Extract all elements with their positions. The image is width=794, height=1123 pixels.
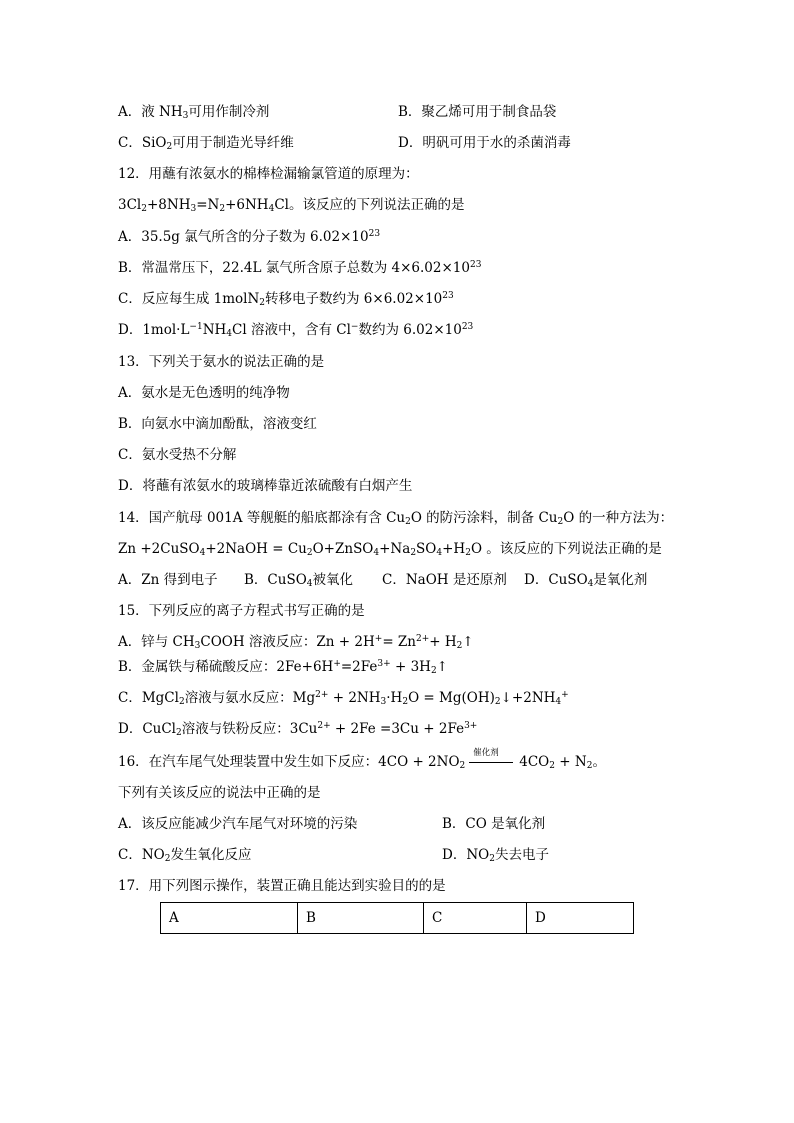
q15-option-c: C．MgCl$_2$溶液与氨水反应：$Mg^{2+} + 2NH_3\cdot H_2O$ = $Mg(OH)_2↓+2NH_4^+$ — [118, 690, 569, 707]
q15-stem: 15．下列反应的离子方程式书写正确的是 — [118, 603, 365, 619]
q11-option-a: A．液 $NH_3$可用作制冷剂 — [118, 104, 270, 121]
q13-option-d: D．将蘸有浓氨水的玻璃棒靠近浓硫酸有白烟产生 — [118, 478, 413, 494]
q12-option-b: B．常温常压下，22.4L 氯气所含原子总数为 $4\times 6.02\times 10^{23}$ — [118, 260, 482, 276]
q14-option-b: B．CuSO$_4$被氧化 — [244, 572, 353, 589]
catalyst-arrow — [469, 748, 515, 771]
catalyst-label: 催化剂 — [473, 748, 499, 758]
q16-stem-2: 下列有关该反应的说法中正确的是 — [118, 785, 321, 801]
q13-stem: 13．下列关于氨水的说法正确的是 — [118, 354, 325, 370]
table-header-d: D — [527, 903, 634, 934]
q13-option-b: B．向氨水中滴加酚酞，溶液变红 — [118, 416, 317, 432]
q14-stem: 14．国产航母 001A 等舰艇的船底都涂有含 $Cu_2O$ 的防污涂料，制备 $Cu_2O$ 的一种方法为： — [118, 510, 674, 527]
q16-option-b: B．CO 是氧化剂 — [442, 816, 546, 832]
q12-option-a: A．35.5g 氯气所含的分子数为 $6.02\times 10^{23}$ — [118, 229, 381, 245]
q17-stem: 17．用下列图示操作，装置正确且能达到实验目的的是 — [118, 878, 446, 894]
table-header-c: C — [424, 903, 527, 934]
q15-option-b: B．金属铁与稀硫酸反应：$2Fe+6H^+=2Fe^{3+}$ + $3H_2↑$ — [118, 659, 448, 676]
q16-option-c: C．$NO_2$发生氧化反应 — [118, 847, 252, 864]
q12-stem: 12．用蘸有浓氨水的棉棒检漏输氯管道的原理为： — [118, 166, 419, 182]
table-header-b: B — [298, 903, 424, 934]
q16-option-a: A．该反应能减少汽车尾气对环境的污染 — [118, 816, 358, 832]
q11-option-c: C．SiO$_2$可用于制造光导纤维 — [118, 135, 294, 152]
table-header-a: A — [161, 903, 298, 934]
q14-equation: Zn +2CuSO$_4$+2NaOH = $Cu_2O+ZnSO_4+Na_2SO_4+H_2O$ 。该反应的下列说法正确的是 — [118, 541, 662, 558]
q15-option-d: D．CuCl$_2$溶液与铁粉反应：$3Cu^{2+} + 2Fe =3Cu + 2Fe^{3+}$ — [118, 721, 478, 738]
table-row — [161, 903, 634, 934]
q13-option-a: A．氨水是无色透明的纯净物 — [118, 385, 290, 401]
q15-option-a: A．锌与 $CH_3COOH$ 溶液反应：$Zn + 2H^+= Zn^{2+}+$ $H_2↑$ — [118, 634, 474, 651]
q12-option-c: C．反应每生成 1molN$_2$转移电子数约为 $6\times 6.02\times 10^{23}$ — [118, 291, 454, 308]
q14-option-a: A．Zn 得到电子 — [118, 572, 218, 588]
q13-option-c: C．氨水受热不分解 — [118, 447, 237, 463]
q12-equation: $3Cl_2+8NH_3=N_2+6NH_4Cl$。该反应的下列说法正确的是 — [118, 197, 465, 214]
q14-option-d: D．CuSO$_4$是氧化剂 — [524, 572, 648, 589]
q14-option-c: C．NaOH 是还原剂 — [382, 572, 507, 588]
q17-options-table — [160, 902, 634, 934]
q11-option-d: D．明矾可用于水的杀菌消毒 — [398, 135, 571, 151]
q16-stem: 16．在汽车尾气处理装置中发生如下反应：$4CO + 2NO_2$ 催化剂 $4CO_2 + N_2$。 — [118, 753, 606, 771]
q16-option-d: D．$NO_2$失去电子 — [442, 847, 549, 864]
q12-option-d: D．$1mol\cdot L^{-1}NH_4Cl$ 溶液中，含有 Cl−数约为 $6.02\times 10^{23}$ — [118, 322, 474, 339]
q11-option-b: B．聚乙烯可用于制食品袋 — [398, 104, 557, 120]
